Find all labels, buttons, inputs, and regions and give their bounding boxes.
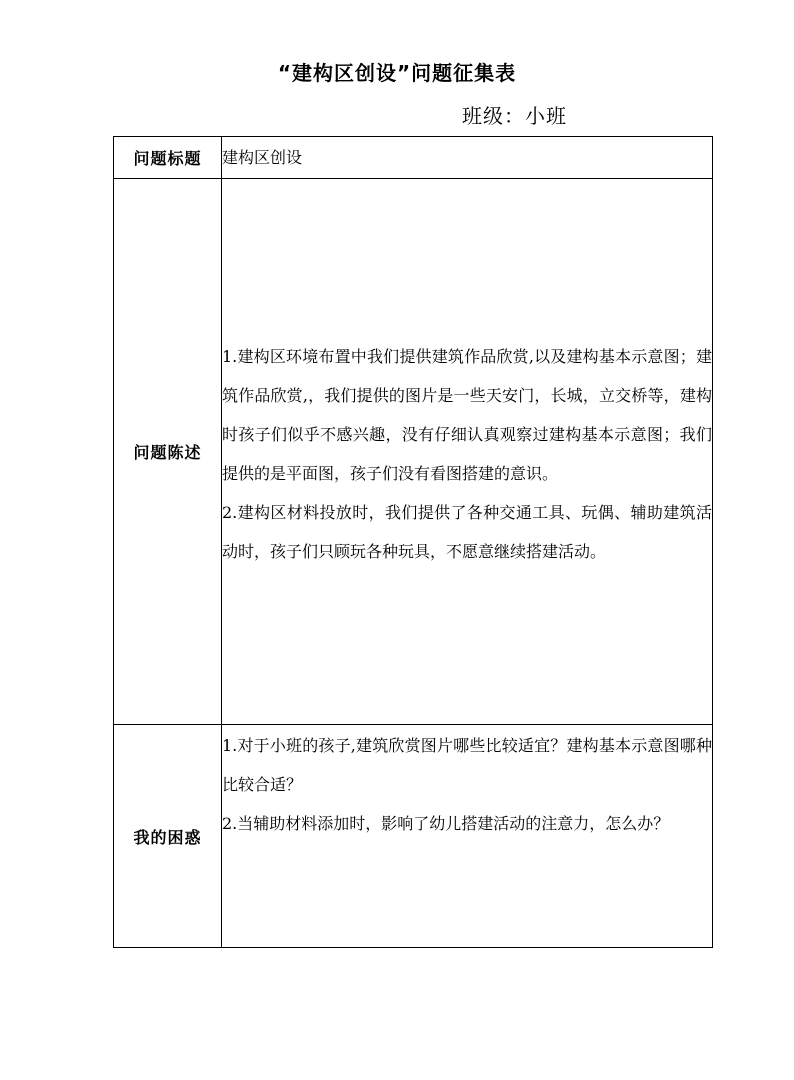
table-row bbox=[114, 725, 713, 948]
my-confusion-paragraph-2: 2.当辅助材料添加时，影响了幼儿搭建活动的注意力，怎么办？ bbox=[222, 814, 670, 833]
my-confusion-cell bbox=[222, 725, 713, 948]
question-form-table bbox=[113, 136, 713, 948]
document-title: “建构区创设”问题征集表 bbox=[277, 61, 517, 85]
problem-statement-cell bbox=[222, 179, 713, 725]
class-info: 班级：小班 bbox=[462, 104, 567, 128]
row-label-question-title: 问题标题 bbox=[114, 137, 222, 179]
question-title-text: 建构区创设 bbox=[222, 147, 303, 167]
row-label-my-confusion: 我的困惑 bbox=[114, 725, 222, 948]
table-row bbox=[114, 179, 713, 725]
problem-statement-paragraph-1: 1.建构区环境布置中我们提供建筑作品欣赏,以及建构基本示意图；建筑作品欣赏,，我们提供的图片是一些天安门，长城，立交桥等，建构时孩子们似乎不感兴趣，没有仔细认真观察过建构基本示意图；我们提供的是平面图，孩子们没有看图搭建的意识。 bbox=[222, 346, 712, 483]
table-row bbox=[114, 137, 713, 179]
row-label-problem-statement: 问题陈述 bbox=[114, 179, 222, 725]
problem-statement-paragraph-2: 2.建构区材料投放时，我们提供了各种交通工具、玩偶、辅助建筑活动时，孩子们只顾玩各种玩具，不愿意继续搭建活动。 bbox=[222, 502, 712, 561]
question-title-cell bbox=[222, 137, 713, 179]
my-confusion-paragraph-1: 1.对于小班的孩子,建筑欣赏图片哪些比较适宜？建构基本示意图哪种比较合适？ bbox=[222, 736, 712, 794]
